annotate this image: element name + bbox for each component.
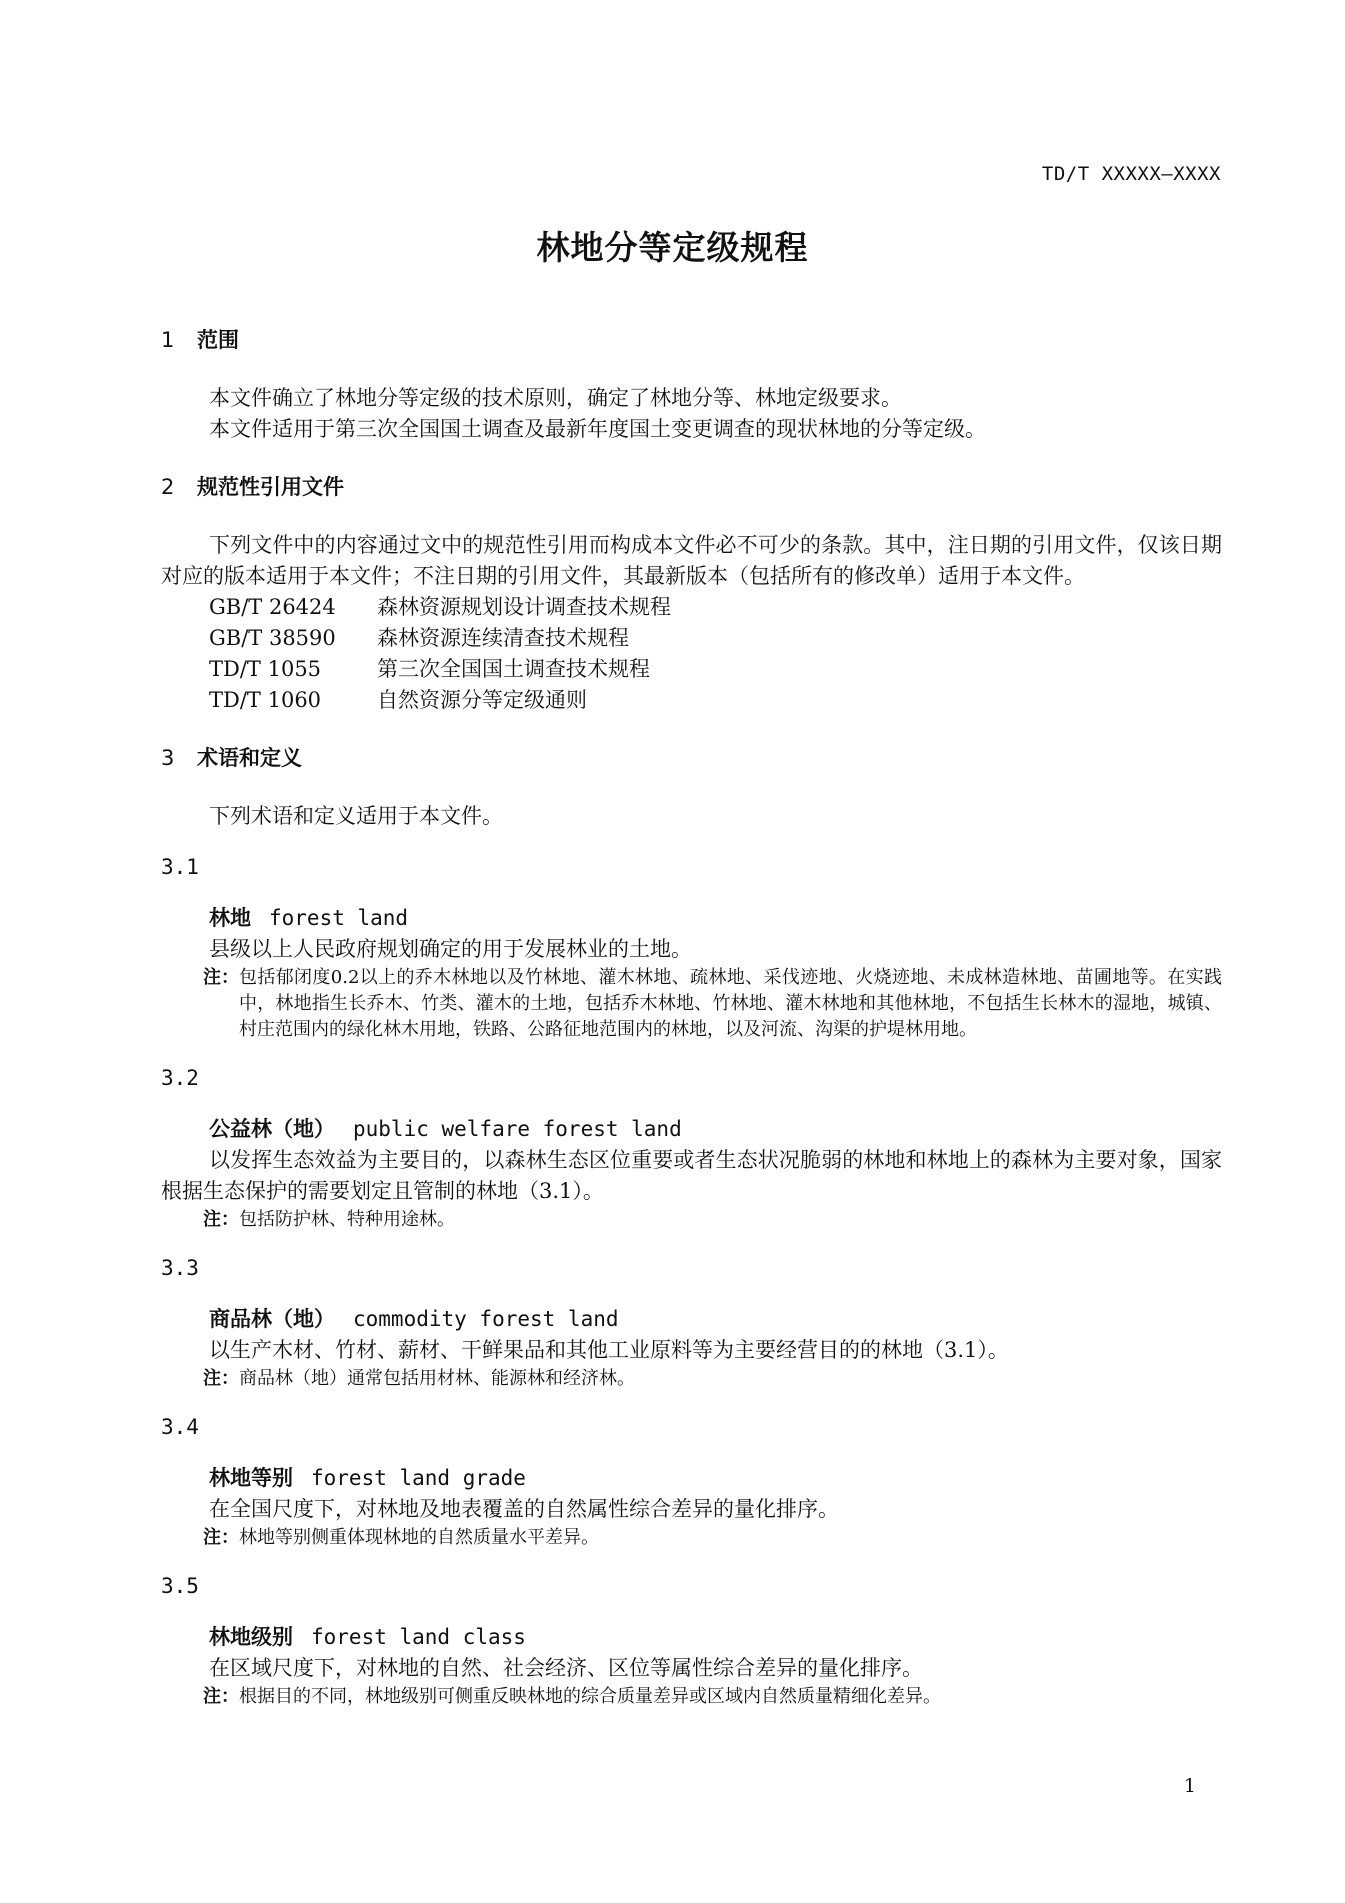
note-label: 注： <box>203 967 239 988</box>
section-title: 术语和定义 <box>197 746 302 770</box>
note-text: 商品林（地）通常包括用材林、能源林和经济林。 <box>239 1368 635 1389</box>
paragraph: 下列术语和定义适用于本文件。 <box>209 804 503 828</box>
note-label: 注： <box>203 1368 239 1389</box>
term-heading <box>209 903 1222 934</box>
term-chinese: 林地 <box>209 906 251 930</box>
section-number: 2 <box>161 475 175 499</box>
term-number: 3.5 <box>161 1574 199 1598</box>
reference-item <box>209 623 1222 654</box>
term-definition: 在区域尺度下，对林地的自然、社会经济、区位等属性综合差异的量化排序。 <box>209 1656 923 1680</box>
document-number: TD/T XXXXX—XXXX <box>1041 163 1221 185</box>
section-number: 1 <box>161 328 175 352</box>
term-heading <box>209 1463 1222 1494</box>
document-body <box>161 325 1222 1710</box>
term-chinese: 商品林（地） <box>209 1307 335 1331</box>
note-text: 根据目的不同，林地级别可侧重反映林地的综合质量差异或区域内自然质量精细化差异。 <box>239 1686 941 1707</box>
reference-name: 第三次全国国土调查技术规程 <box>377 657 650 681</box>
page-number: 1 <box>1183 1775 1196 1797</box>
note-text: 包括郁闭度0.2以上的乔木林地以及竹林地、灌木林地、疏林地、采伐迹地、火烧迹地、未成林造林地、苗圃地等。在实践中，林地指生长乔木、竹类、灌木的土地，包括乔木林地、竹林地、灌木林地和其他林地，不包括生长林木的湿地，城镇、村庄范围内的绿化林木用地，铁路、公路征地范围内的林地，以及河流、沟渠的护堤林用地。 <box>239 967 1222 1040</box>
reference-name: 森林资源连续清查技术规程 <box>377 626 629 650</box>
term-definition: 以生产木材、竹材、薪材、干鲜果品和其他工业原料等为主要经营目的的林地（3.1）。 <box>209 1338 1009 1362</box>
term-english: forest land grade <box>311 1466 526 1490</box>
reference-code: GB/T 26424 <box>209 595 336 619</box>
term-number: 3.4 <box>161 1415 199 1439</box>
term-number: 3.1 <box>161 855 199 879</box>
term-number: 3.2 <box>161 1066 199 1090</box>
term-note <box>203 1525 1222 1551</box>
term-heading <box>209 1622 1222 1653</box>
document-title: 林地分等定级规程 <box>536 228 809 267</box>
section-heading-terms-definitions <box>161 743 1222 774</box>
term-note <box>203 1684 1222 1710</box>
term-chinese: 林地等别 <box>209 1466 293 1490</box>
reference-code: TD/T 1055 <box>209 657 322 681</box>
term-note <box>203 1207 1222 1233</box>
note-text: 包括防护林、特种用途林。 <box>239 1209 455 1230</box>
term-chinese: 林地级别 <box>209 1625 293 1649</box>
reference-name: 森林资源规划设计调查技术规程 <box>377 595 671 619</box>
reference-item <box>209 592 1222 623</box>
term-definition: 在全国尺度下，对林地及地表覆盖的自然属性综合差异的量化排序。 <box>209 1497 839 1521</box>
note-label: 注： <box>203 1686 239 1707</box>
term-english: commodity forest land <box>353 1307 619 1331</box>
reference-item <box>209 654 1222 685</box>
term-english: forest land class <box>311 1625 526 1649</box>
term-heading <box>209 1114 1222 1145</box>
reference-item <box>209 685 1222 716</box>
note-label: 注： <box>203 1209 239 1230</box>
section-title: 规范性引用文件 <box>197 475 344 499</box>
reference-code: GB/T 38590 <box>209 626 336 650</box>
section-heading-scope <box>161 325 1222 356</box>
note-label: 注： <box>203 1527 239 1548</box>
term-note <box>203 965 1222 1043</box>
section-heading-normative-references <box>161 472 1222 503</box>
term-english: forest land <box>269 906 409 930</box>
paragraph: 下列文件中的内容通过文中的规范性引用而构成本文件必不可少的条款。其中，注日期的引用文件，仅该日期对应的版本适用于本文件；不注日期的引用文件，其最新版本（包括所有的修改单）适用于本文件。 <box>161 533 1222 588</box>
term-heading <box>209 1304 1222 1335</box>
term-note <box>203 1366 1222 1392</box>
reference-code: TD/T 1060 <box>209 688 322 712</box>
paragraph: 本文件适用于第三次全国国土调查及最新年度国土变更调查的现状林地的分等定级。 <box>209 417 986 441</box>
term-definition: 以发挥生态效益为主要目的，以森林生态区位重要或者生态状况脆弱的林地和林地上的森林为主要对象，国家根据生态保护的需要划定且管制的林地（3.1）。 <box>161 1148 1222 1203</box>
reference-name: 自然资源分等定级通则 <box>377 688 587 712</box>
section-number: 3 <box>161 746 175 770</box>
term-chinese: 公益林（地） <box>209 1117 335 1141</box>
section-title: 范围 <box>197 328 239 352</box>
term-definition: 县级以上人民政府规划确定的用于发展林业的土地。 <box>209 937 692 961</box>
paragraph: 本文件确立了林地分等定级的技术原则，确定了林地分等、林地定级要求。 <box>209 386 902 410</box>
note-text: 林地等别侧重体现林地的自然质量水平差异。 <box>239 1527 599 1548</box>
term-english: public welfare forest land <box>353 1117 682 1141</box>
term-number: 3.3 <box>161 1256 199 1280</box>
